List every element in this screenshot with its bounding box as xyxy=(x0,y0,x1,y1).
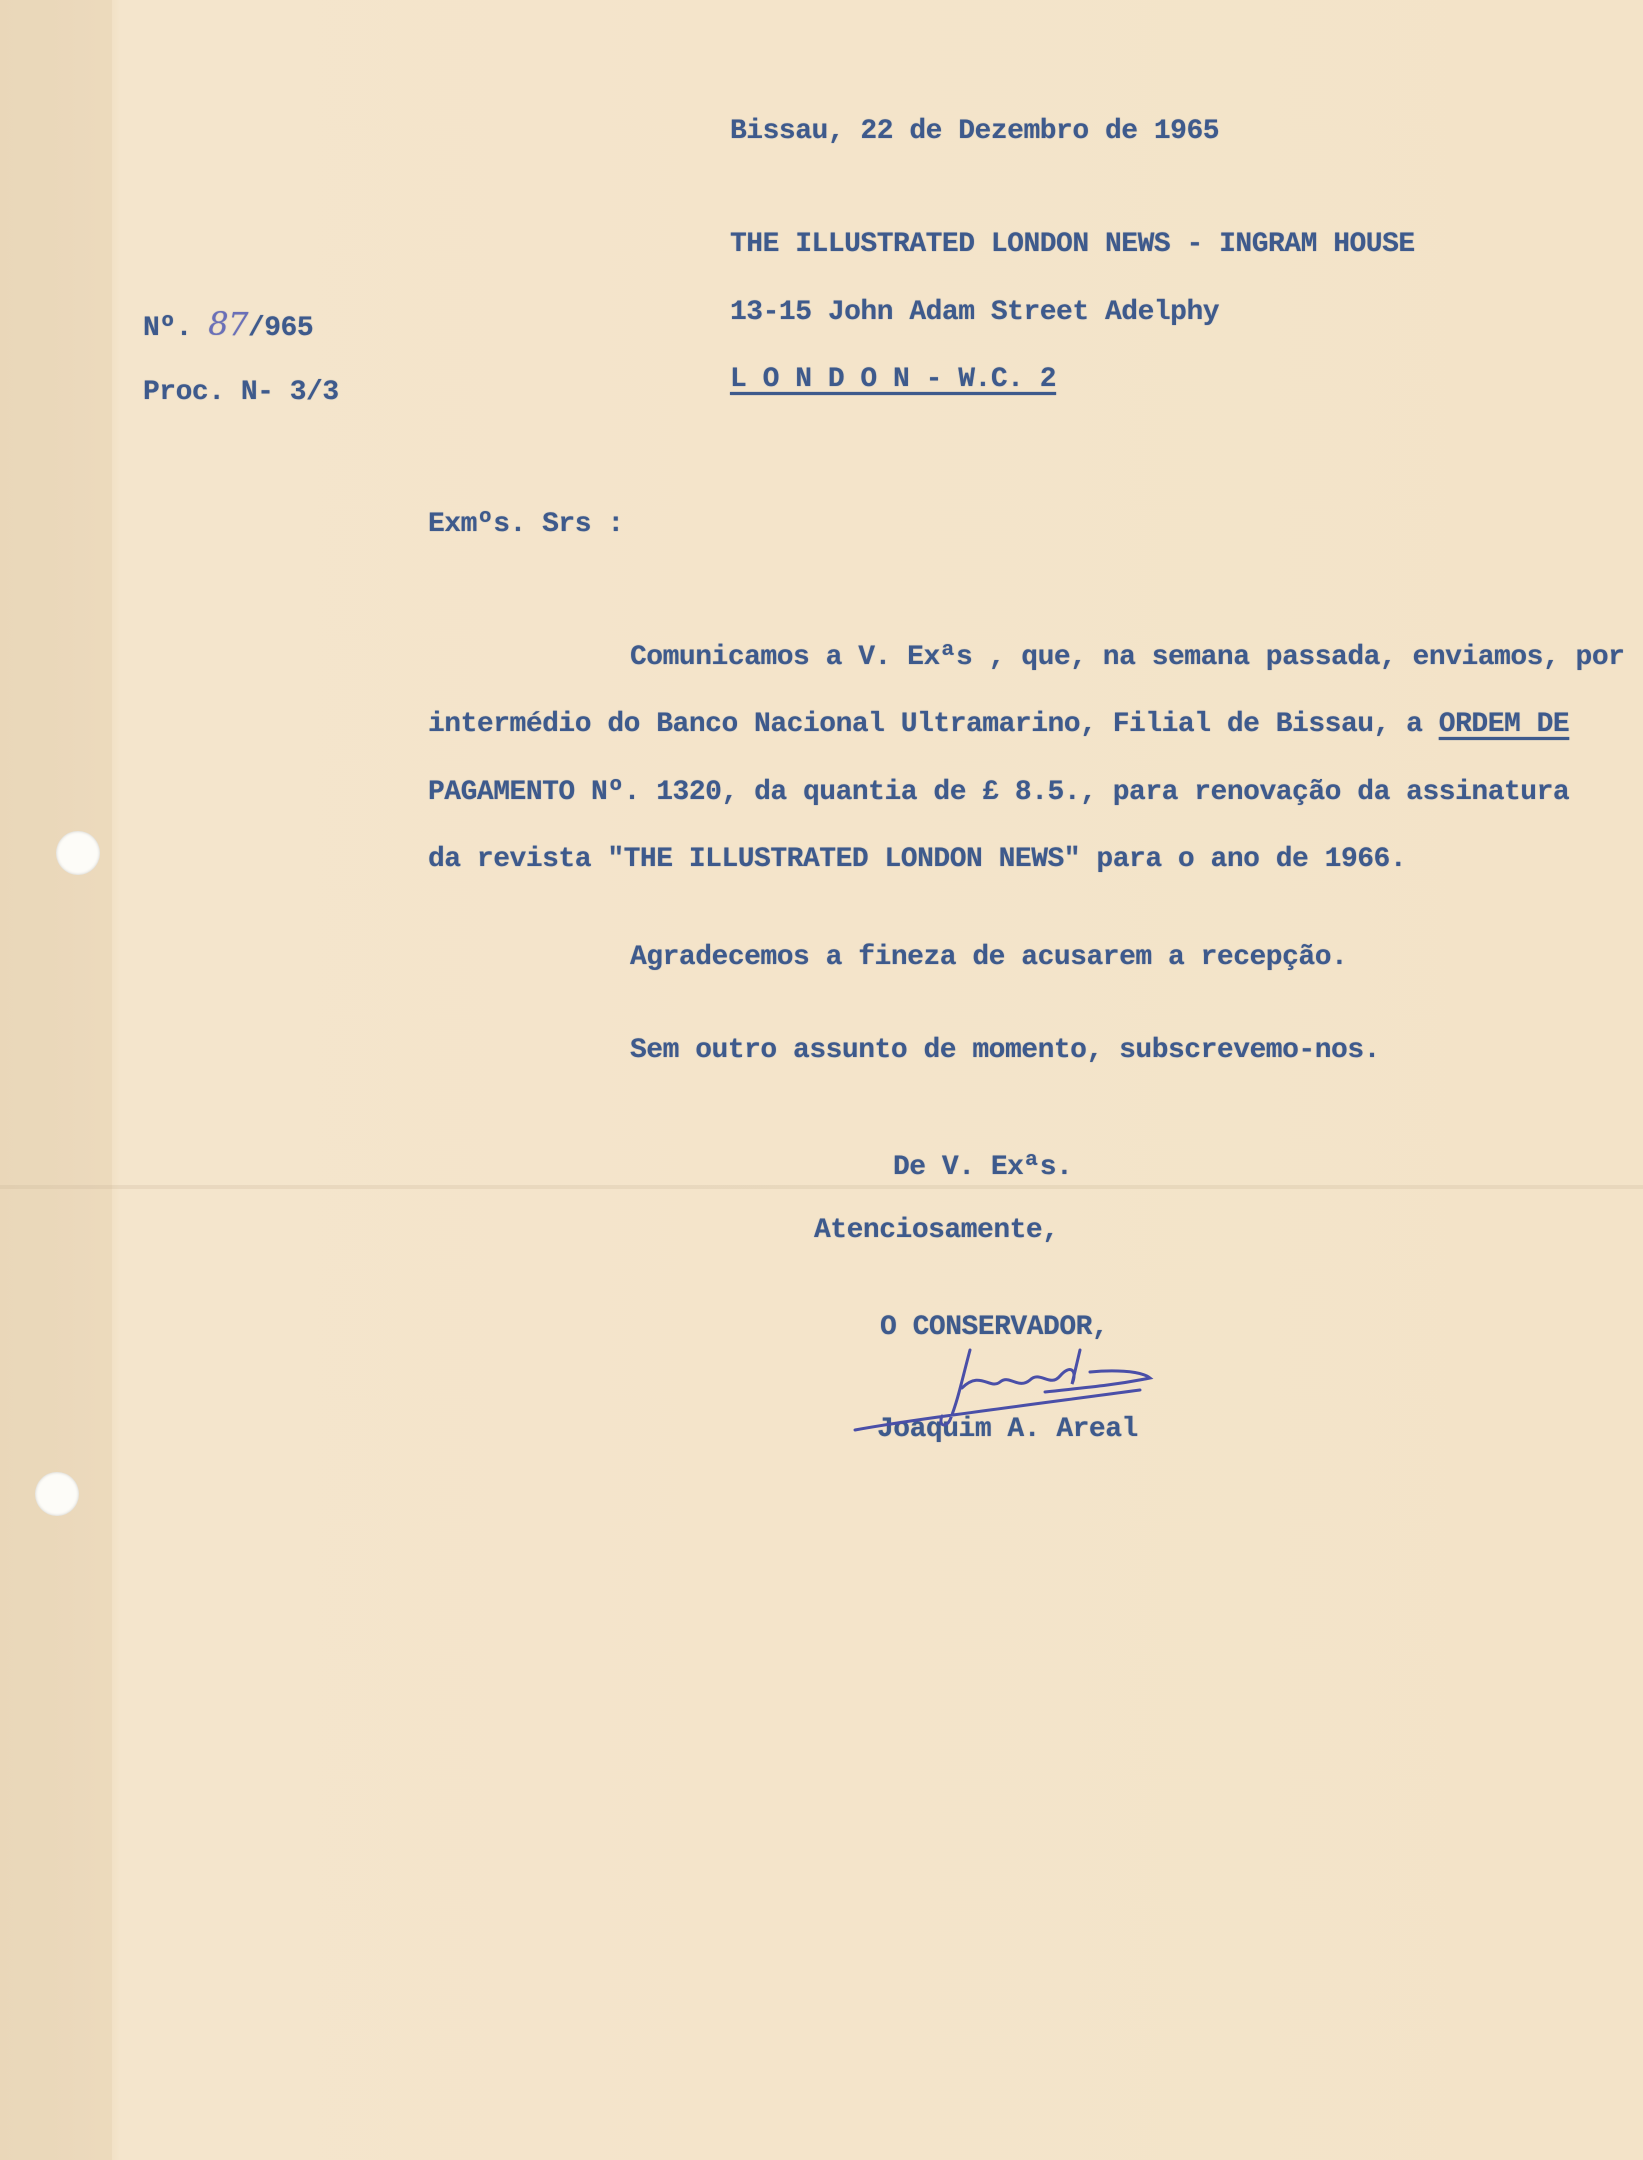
regards-line: Atenciosamente, xyxy=(814,1215,1059,1246)
courtesy-line: De V. Exªs. xyxy=(893,1152,1073,1183)
paper-fold xyxy=(0,1185,1643,1189)
recipient-line-3: L O N D O N - W.C. 2 xyxy=(730,364,1057,395)
reference-year: /965 xyxy=(247,313,314,344)
recipient-line-2: 13-15 John Adam Street Adelphy xyxy=(730,297,1220,328)
body-line-3 xyxy=(428,777,1569,808)
thanks-line: Agradecemos a fineza de acusarem a recepção. xyxy=(630,942,1348,973)
body-line-4: da revista "THE ILLUSTRATED LONDON NEWS" para o ano de 1966. xyxy=(428,844,1407,875)
handwritten-signature xyxy=(850,1330,1160,1450)
signatory-title: O CONSERVADOR, xyxy=(880,1312,1109,1343)
payment-order-underlined: ORDEM DE xyxy=(1438,709,1570,740)
handwritten-number: 87 xyxy=(208,305,248,343)
punch-hole xyxy=(35,1472,79,1516)
closing-line: Sem outro assunto de momento, subscrevemo-nos. xyxy=(630,1035,1380,1066)
payment-order-continued: PAGAMENTO xyxy=(428,777,575,808)
body-line-1: Comunicamos a V. Exªs , que, na semana passada, enviamos, por xyxy=(630,642,1625,673)
recipient-line-1: THE ILLUSTRATED LONDON NEWS - INGRAM HOUSE xyxy=(730,229,1415,260)
salutation: Exmºs. Srs : xyxy=(428,509,624,540)
body-text: Nº. 1320, da quantia de £ 8.5., para renovação da assinatura xyxy=(574,777,1570,808)
place-date: Bissau, 22 de Dezembro de 1965 xyxy=(730,116,1220,147)
body-text: intermédio do Banco Nacional Ultramarino, Filial de Bissau, a xyxy=(428,709,1439,740)
reference-number xyxy=(143,305,313,344)
reference-prefix: Nº. xyxy=(143,313,192,344)
process-number: Proc. N- 3/3 xyxy=(143,377,339,408)
signatory-name: Joaquim A. Areal xyxy=(877,1414,1138,1445)
punch-hole xyxy=(56,831,100,875)
body-line-2 xyxy=(428,709,1569,740)
page-edge-shadow xyxy=(0,0,112,2160)
